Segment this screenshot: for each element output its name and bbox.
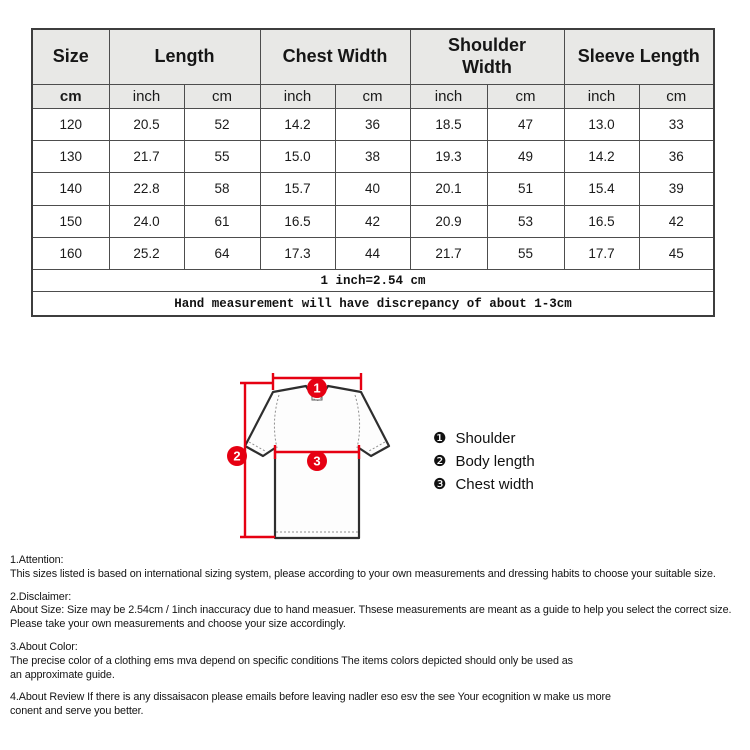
data-cell: 51 xyxy=(487,173,564,205)
table-row xyxy=(32,173,714,205)
data-cell: 61 xyxy=(184,205,260,237)
unit-cell: cm xyxy=(335,84,410,108)
info-sections xyxy=(10,554,748,728)
size-cell: 120 xyxy=(32,108,109,140)
unit-cell: cm xyxy=(639,84,714,108)
section-line: The precise color of a clothing ems mva depend on specific conditions The items colors depicted should only be used as xyxy=(10,654,573,667)
unit-cell: cm xyxy=(184,84,260,108)
data-cell: 16.5 xyxy=(260,205,335,237)
section-line: This sizes listed is based on international sizing system, please according to your own measurements and dressing habits to choose your suitable size. xyxy=(10,567,716,580)
col-header-shoulder-width xyxy=(410,29,564,84)
data-cell: 42 xyxy=(335,205,410,237)
size-cell: 140 xyxy=(32,173,109,205)
unit-cell: inch xyxy=(410,84,487,108)
data-cell: 55 xyxy=(487,238,564,270)
legend-label: Shoulder xyxy=(455,430,516,447)
data-cell: 47 xyxy=(487,108,564,140)
data-cell: 38 xyxy=(335,140,410,172)
data-cell: 17.7 xyxy=(564,238,639,270)
legend-label: Chest width xyxy=(455,476,534,493)
col-header-sleeve-length: Sleeve Length xyxy=(564,29,714,84)
table-row xyxy=(32,108,714,140)
tshirt-measurement-diagram xyxy=(222,362,422,547)
data-cell: 22.8 xyxy=(109,173,184,205)
data-cell: 15.4 xyxy=(564,173,639,205)
data-cell: 19.3 xyxy=(410,140,487,172)
size-chart-table xyxy=(31,28,715,317)
data-cell: 20.5 xyxy=(109,108,184,140)
data-cell: 64 xyxy=(184,238,260,270)
data-cell: 45 xyxy=(639,238,714,270)
circled-3-icon: ❸ xyxy=(433,475,447,493)
section-line: an approximate guide. xyxy=(10,668,115,681)
section-heading: 2.Disclaimer: xyxy=(10,590,72,603)
data-cell: 36 xyxy=(335,108,410,140)
unit-cell: inch xyxy=(109,84,184,108)
unit-cell: inch xyxy=(260,84,335,108)
data-cell: 25.2 xyxy=(109,238,184,270)
data-cell: 15.0 xyxy=(260,140,335,172)
about-review-section xyxy=(10,691,748,719)
data-cell: 16.5 xyxy=(564,205,639,237)
legend-item-shoulder xyxy=(433,427,535,450)
unit-cell: cm xyxy=(32,84,109,108)
attention-section xyxy=(10,554,748,582)
data-cell: 33 xyxy=(639,108,714,140)
table-unit-row xyxy=(32,84,714,108)
data-cell: 20.9 xyxy=(410,205,487,237)
circled-2-icon: ❷ xyxy=(433,452,447,470)
diagram-legend xyxy=(433,427,535,496)
data-cell: 42 xyxy=(639,205,714,237)
unit-cell: cm xyxy=(487,84,564,108)
data-cell: 18.5 xyxy=(410,108,487,140)
legend-item-chest-width xyxy=(433,473,535,496)
marker-1-number: 1 xyxy=(313,380,321,396)
data-cell: 21.7 xyxy=(109,140,184,172)
data-cell: 24.0 xyxy=(109,205,184,237)
data-cell: 49 xyxy=(487,140,564,172)
table-header-row xyxy=(32,29,714,84)
table-note-row xyxy=(32,270,714,292)
data-cell: 53 xyxy=(487,205,564,237)
size-cell: 160 xyxy=(32,238,109,270)
disclaimer-section xyxy=(10,591,748,632)
data-cell: 40 xyxy=(335,173,410,205)
circled-1-icon: ❶ xyxy=(433,429,447,447)
section-line: conent and serve you better. xyxy=(10,705,144,718)
table-row xyxy=(32,205,714,237)
data-cell: 17.3 xyxy=(260,238,335,270)
table-note-row xyxy=(32,292,714,316)
table-row xyxy=(32,238,714,270)
section-line: 4.About Review If there is any dissaisacon please emails before leaving nadler eso esv the see Your ecognition w make us more xyxy=(10,691,611,704)
col-header-shoulder-width-label: Shoulder Width xyxy=(448,35,527,77)
data-cell: 39 xyxy=(639,173,714,205)
data-cell: 20.1 xyxy=(410,173,487,205)
data-cell: 52 xyxy=(184,108,260,140)
data-cell: 15.7 xyxy=(260,173,335,205)
hand-measurement-note: Hand measurement will have discrepancy of about 1-3cm xyxy=(32,292,714,316)
col-header-chest-width: Chest Width xyxy=(260,29,410,84)
section-line: Please take your own measurements and choose your size accordingly. xyxy=(10,618,346,631)
inch-conversion-note: 1 inch=2.54 cm xyxy=(32,270,714,292)
data-cell: 58 xyxy=(184,173,260,205)
section-line: About Size: Size may be 2.54cm / 1inch inaccuracy due to hand measuer. Thsese measurements are meant as a guide to help you select the correct size. xyxy=(10,604,732,617)
data-cell: 13.0 xyxy=(564,108,639,140)
col-header-size: Size xyxy=(32,29,109,84)
data-cell: 44 xyxy=(335,238,410,270)
table-row xyxy=(32,140,714,172)
marker-2-number: 2 xyxy=(233,448,241,464)
section-heading: 3.About Color: xyxy=(10,640,78,653)
data-cell: 14.2 xyxy=(260,108,335,140)
size-cell: 150 xyxy=(32,205,109,237)
col-header-length: Length xyxy=(109,29,260,84)
legend-label: Body length xyxy=(455,453,535,470)
about-color-section xyxy=(10,641,748,682)
unit-cell: inch xyxy=(564,84,639,108)
marker-3-number: 3 xyxy=(313,453,321,469)
legend-item-body-length xyxy=(433,450,535,473)
data-cell: 21.7 xyxy=(410,238,487,270)
data-cell: 14.2 xyxy=(564,140,639,172)
data-cell: 36 xyxy=(639,140,714,172)
size-cell: 130 xyxy=(32,140,109,172)
section-heading: 1.Attention: xyxy=(10,554,64,566)
data-cell: 55 xyxy=(184,140,260,172)
